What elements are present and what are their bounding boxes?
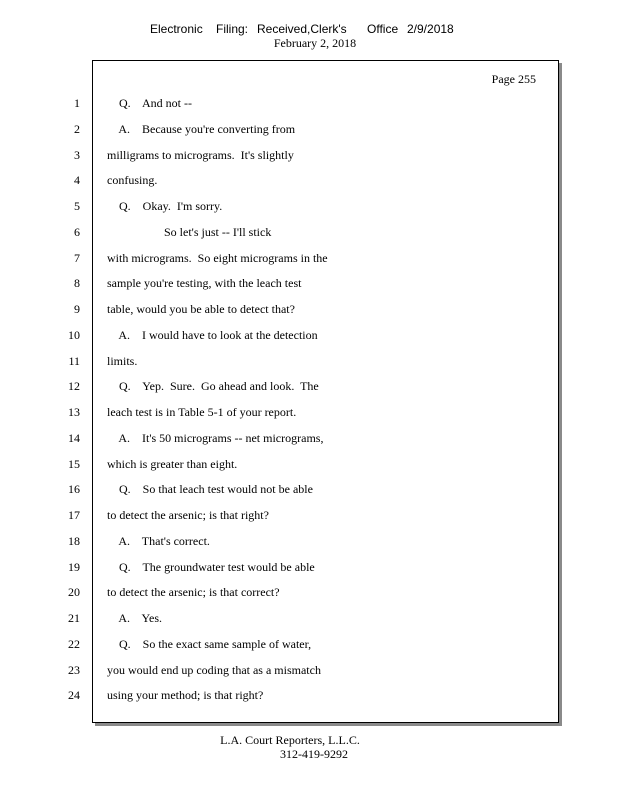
footer-phone: 312-419-9292: [280, 747, 348, 761]
transcript-line: sample you're testing, with the leach test: [107, 276, 302, 290]
line-number: 11: [68, 354, 80, 368]
line-number: 4: [74, 173, 80, 187]
filing-stamp-electronic: Electronic: [150, 22, 203, 36]
line-number: 17: [68, 508, 80, 522]
transcript-line: which is greater than eight.: [107, 457, 238, 471]
line-number: 8: [74, 276, 80, 290]
line-number: 20: [68, 585, 80, 599]
filing-stamp-filing: Filing:: [216, 22, 249, 36]
transcript-line: Q. The groundwater test would be able: [107, 560, 315, 574]
line-number: 21: [68, 611, 80, 625]
line-number: 12: [68, 379, 80, 393]
line-number: 14: [68, 431, 80, 445]
transcript-line: confusing.: [107, 173, 158, 187]
transcript-line: milligrams to micrograms. It's slightly: [107, 148, 294, 162]
transcript-line: using your method; is that right?: [107, 688, 264, 702]
transcript-line: Q. Okay. I'm sorry.: [107, 199, 223, 213]
line-number: 1: [74, 96, 80, 110]
line-number: 6: [74, 225, 80, 239]
line-number: 10: [68, 328, 80, 342]
page-number: Page 255: [491, 72, 536, 86]
line-number: 19: [68, 560, 80, 574]
transcript-line: Q. Yep. Sure. Go ahead and look. The: [107, 379, 319, 393]
transcript-line: A. I would have to look at the detection: [107, 328, 318, 342]
filing-stamp-date: 2/9/2018: [407, 22, 454, 36]
footer-company: L.A. Court Reporters, L.L.C.: [220, 733, 360, 747]
transcript-line: So let's just -- I'll stick: [107, 225, 272, 239]
transcript-line: A. Yes.: [107, 611, 163, 625]
line-number: 7: [74, 251, 80, 265]
filing-stamp-received: Received,Clerk's: [257, 22, 347, 36]
filing-stamp: [0, 21, 618, 37]
transcript-line: with micrograms. So eight micrograms in the: [107, 251, 328, 265]
transcript-line: to detect the arsenic; is that correct?: [107, 585, 280, 599]
transcript-line: you would end up coding that as a mismatch: [107, 663, 321, 677]
filing-stamp-office: Office: [367, 22, 399, 36]
line-number: 22: [68, 637, 80, 651]
transcript-line: leach test is in Table 5-1 of your report.: [107, 405, 297, 419]
transcript-line: Q. So that leach test would not be able: [107, 482, 313, 496]
line-number: 23: [68, 663, 80, 677]
transcript-line: Q. So the exact same sample of water,: [107, 637, 312, 651]
transcript-line: limits.: [107, 354, 138, 368]
line-number: 2: [74, 122, 80, 136]
line-number: 9: [74, 302, 80, 316]
filed-date: February 2, 2018: [273, 36, 357, 50]
transcript-line: Q. And not --: [107, 96, 192, 110]
transcript-line: A. Because you're converting from: [107, 122, 296, 136]
line-number: 24: [68, 688, 80, 702]
line-number: 5: [74, 199, 80, 213]
transcript-line: A. It's 50 micrograms -- net micrograms,: [107, 431, 324, 445]
line-number: 16: [68, 482, 80, 496]
transcript-line: A. That's correct.: [107, 534, 210, 548]
transcript-line: to detect the arsenic; is that right?: [107, 508, 269, 522]
line-number: 15: [68, 457, 80, 471]
transcript-line: table, would you be able to detect that?: [107, 302, 295, 316]
line-number: 18: [68, 534, 80, 548]
line-number: 13: [68, 405, 80, 419]
line-number: 3: [74, 148, 80, 162]
